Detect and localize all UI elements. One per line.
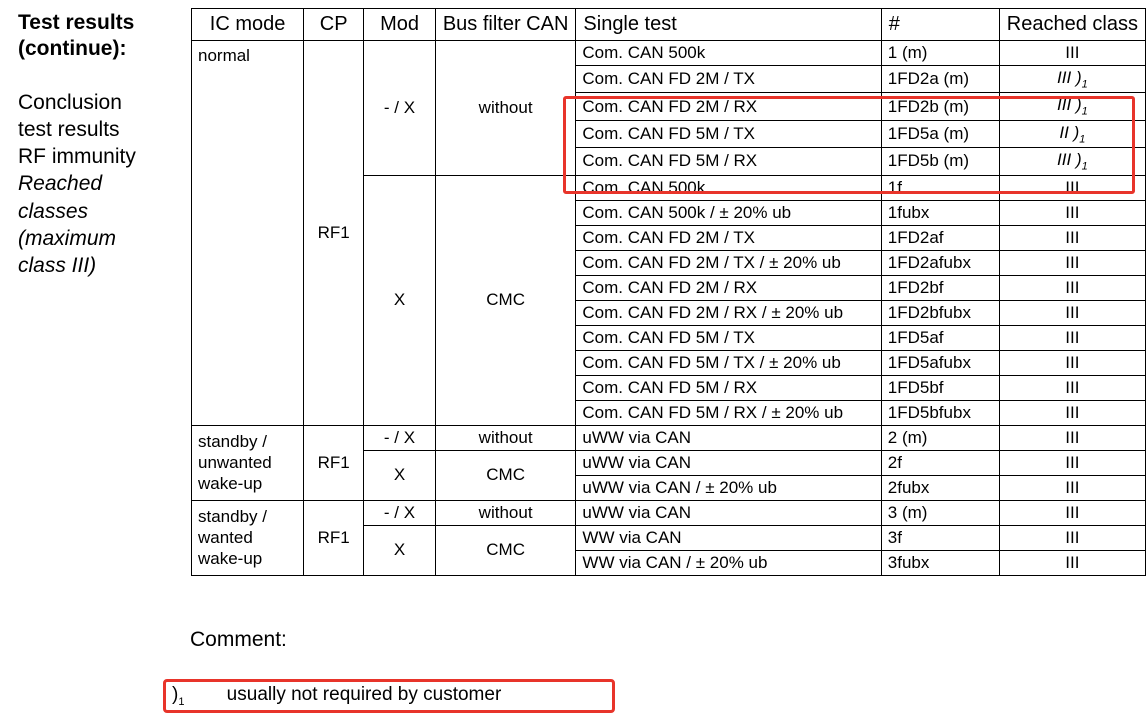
cell-reached-class: III	[999, 450, 1145, 475]
conclusion-line: Reached	[18, 172, 103, 196]
cell-reached-class: III	[999, 475, 1145, 500]
footnote-marker: )$_1$	[1071, 68, 1088, 91]
footnote-text: )$_1$ usually not required by customer	[172, 684, 502, 708]
test-results-table	[191, 8, 1146, 576]
cell-number: 1fubx	[881, 200, 999, 225]
conclusion-line: classes	[18, 199, 89, 223]
conclusion-line: Conclusion	[18, 90, 122, 114]
cell-single-test: Com. CAN FD 5M / RX	[576, 148, 881, 175]
cell-reached-class: III	[999, 300, 1145, 325]
cell-mod: X	[364, 525, 436, 575]
cell-number: 3f	[881, 525, 999, 550]
cell-single-test: Com. CAN 500k	[576, 41, 881, 66]
footnote-marker: )$_1$	[1068, 122, 1086, 146]
table-body	[192, 41, 1146, 576]
cell-reached-class: III	[999, 400, 1145, 425]
cell-bus-filter: without	[435, 41, 576, 176]
cell-reached-class: III	[999, 525, 1145, 550]
cell-single-test: WW via CAN / ± 20% ub	[576, 550, 881, 575]
cell-single-test: Com. CAN FD 2M / RX	[576, 275, 881, 300]
cell-single-test: Com. CAN FD 2M / TX / ± 20% ub	[576, 250, 881, 275]
cell-number: 1 (m)	[881, 41, 999, 66]
column-header-mod: Mod	[364, 9, 436, 41]
left-text-column	[18, 10, 188, 280]
cell-single-test: Com. CAN FD 2M / RX	[576, 93, 881, 120]
footnote-marker: )$_1$	[1071, 95, 1088, 118]
column-header-reached-class: Reached class	[999, 9, 1145, 41]
cell-mod: X	[364, 450, 436, 500]
cell-bus-filter: without	[435, 500, 576, 525]
table-row	[192, 500, 1146, 525]
cell-mod: - / X	[364, 41, 436, 176]
cell-reached-class: III	[999, 250, 1145, 275]
cell-single-test: WW via CAN	[576, 525, 881, 550]
cell-reached-class: III	[999, 500, 1145, 525]
comment-label: Comment:	[190, 628, 287, 651]
cell-single-test: Com. CAN FD 5M / TX	[576, 325, 881, 350]
conclusion-text	[18, 89, 188, 280]
cell-reached-class: II )$_1$	[999, 120, 1145, 147]
cell-reached-class: III )$_1$	[999, 93, 1145, 120]
cell-cp: RF1	[304, 500, 364, 575]
conclusion-line: RF immunity	[18, 145, 136, 169]
cell-reached-class: III	[999, 550, 1145, 575]
cell-reached-class: III	[999, 225, 1145, 250]
cell-number: 1FD5bf	[881, 375, 999, 400]
column-header-single-test: Single test	[576, 9, 881, 41]
cell-number: 2 (m)	[881, 425, 999, 450]
cell-number: 1FD2bf	[881, 275, 999, 300]
cell-single-test: Com. CAN FD 2M / TX	[576, 225, 881, 250]
cell-reached-class: III	[999, 375, 1145, 400]
column-header-ic-mode: IC mode	[192, 9, 304, 41]
cell-cp: RF1	[304, 425, 364, 500]
table-header	[192, 9, 1146, 41]
cell-reached-class: III	[999, 175, 1145, 200]
cell-single-test: uWW via CAN	[576, 450, 881, 475]
cell-number: 1f	[881, 175, 999, 200]
cell-number: 1FD5af	[881, 325, 999, 350]
footnote-marker: )$_1$	[1071, 150, 1088, 173]
cell-reached-class: III )$_1$	[999, 148, 1145, 175]
cell-reached-class: III )$_1$	[999, 66, 1145, 93]
cell-number: 1FD2b (m)	[881, 93, 999, 120]
cell-bus-filter: without	[435, 425, 576, 450]
cell-single-test: uWW via CAN	[576, 425, 881, 450]
cell-number: 3 (m)	[881, 500, 999, 525]
cell-single-test: uWW via CAN / ± 20% ub	[576, 475, 881, 500]
conclusion-line: (maximum	[18, 226, 116, 250]
table-row	[192, 41, 1146, 66]
cell-single-test: Com. CAN FD 2M / TX	[576, 66, 881, 93]
cell-single-test: Com. CAN 500k	[576, 175, 881, 200]
cell-single-test: Com. CAN 500k / ± 20% ub	[576, 200, 881, 225]
cell-ic-mode: standby / wanted wake-up	[192, 500, 304, 575]
cell-reached-class: III	[999, 200, 1145, 225]
column-header-bus-filter: Bus filter CAN	[435, 9, 576, 41]
conclusion-line: class III)	[18, 254, 97, 278]
column-header-cp: CP	[304, 9, 364, 41]
cell-number: 1FD2a (m)	[881, 66, 999, 93]
cell-mod: - / X	[364, 500, 436, 525]
cell-reached-class: III	[999, 41, 1145, 66]
cell-cp: RF1	[304, 41, 364, 426]
cell-single-test: uWW via CAN	[576, 500, 881, 525]
cell-bus-filter: CMC	[435, 175, 576, 425]
cell-reached-class: III	[999, 275, 1145, 300]
cell-number: 1FD5afubx	[881, 350, 999, 375]
cell-reached-class: III	[999, 325, 1145, 350]
cell-number: 1FD2afubx	[881, 250, 999, 275]
cell-reached-class: III	[999, 350, 1145, 375]
table-header-row	[192, 9, 1146, 41]
cell-number: 3fubx	[881, 550, 999, 575]
cell-number: 2f	[881, 450, 999, 475]
cell-number: 1FD2af	[881, 225, 999, 250]
cell-single-test: Com. CAN FD 2M / RX / ± 20% ub	[576, 300, 881, 325]
cell-single-test: Com. CAN FD 5M / RX	[576, 375, 881, 400]
page-title: Test results (continue):	[18, 11, 135, 61]
cell-mod: - / X	[364, 425, 436, 450]
cell-number: 1FD5bfubx	[881, 400, 999, 425]
cell-ic-mode: normal	[192, 41, 304, 426]
cell-number: 1FD5b (m)	[881, 148, 999, 175]
column-header-number: #	[881, 9, 999, 41]
cell-single-test: Com. CAN FD 5M / RX / ± 20% ub	[576, 400, 881, 425]
cell-ic-mode: standby / unwanted wake-up	[192, 425, 304, 500]
table-row	[192, 425, 1146, 450]
cell-number: 1FD5a (m)	[881, 120, 999, 147]
cell-single-test: Com. CAN FD 5M / TX	[576, 120, 881, 147]
cell-number: 2fubx	[881, 475, 999, 500]
cell-single-test: Com. CAN FD 5M / TX / ± 20% ub	[576, 350, 881, 375]
cell-bus-filter: CMC	[435, 450, 576, 500]
cell-reached-class: III	[999, 425, 1145, 450]
cell-number: 1FD2bfubx	[881, 300, 999, 325]
conclusion-line: test results	[18, 117, 120, 141]
cell-bus-filter: CMC	[435, 525, 576, 575]
cell-mod: X	[364, 175, 436, 425]
